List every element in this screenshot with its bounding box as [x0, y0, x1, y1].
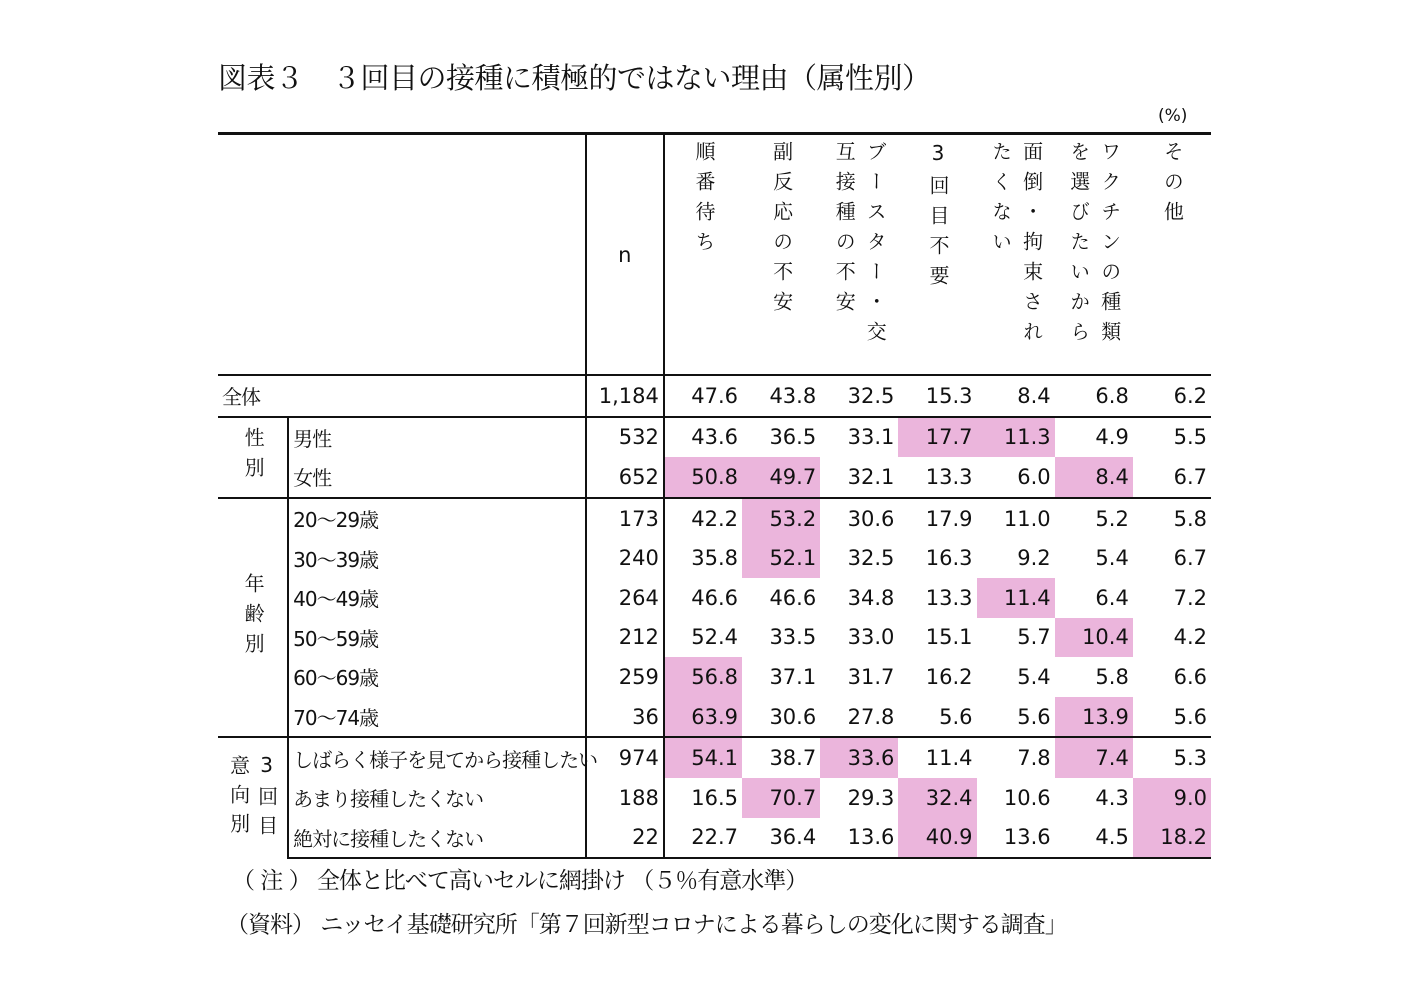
value-cell: 15.1: [925, 625, 973, 650]
sample-size: 212: [586, 618, 664, 658]
row-label: 男性: [288, 417, 586, 458]
table-row: [218, 778, 1211, 818]
value-cell: 13.3: [925, 464, 973, 489]
value-cell: 5.8: [1133, 498, 1211, 539]
column-header-reason: [977, 134, 1055, 376]
table-row: [218, 498, 1211, 539]
column-header-reason: [1133, 134, 1211, 376]
value-cell: 5.4: [1017, 664, 1051, 689]
value-cell: 31.7: [847, 664, 895, 689]
value-cell: 13.3: [925, 585, 973, 610]
value-cell: 5.5: [1133, 417, 1211, 458]
table-row: [218, 417, 1211, 458]
table-row: [218, 578, 1211, 618]
value-cell: 6.2: [1133, 375, 1211, 417]
value-cell: 6.7: [1173, 464, 1207, 489]
value-cell: 33.6: [820, 737, 898, 778]
value-cell: 10.4: [1055, 618, 1133, 658]
row-label: 70～74歳: [293, 706, 379, 731]
value-cell: 17.7: [898, 417, 976, 458]
value-cell: 46.6: [691, 585, 739, 610]
value-cell: 18.2: [1133, 818, 1211, 859]
table-row: [218, 457, 1211, 498]
sample-size: 240: [586, 538, 664, 578]
table-row: [218, 375, 1211, 417]
column-header-label: 面倒・拘束されたくない: [988, 141, 1044, 351]
value-cell: 30.6: [769, 704, 817, 729]
group-label-text: 性別: [241, 427, 266, 488]
value-cell: 5.2: [1055, 498, 1133, 539]
sample-size: 532: [586, 417, 664, 458]
table-row: [218, 818, 1211, 859]
sample-size: 188: [586, 778, 664, 818]
value-cell: 16.3: [925, 546, 973, 571]
column-header-label: 順番待ち: [691, 141, 716, 261]
row-label: あまり接種したくない: [293, 787, 484, 812]
sample-size: 173: [586, 498, 664, 539]
value-cell: 34.8: [847, 585, 895, 610]
value-cell: 56.8: [664, 657, 742, 697]
note-text: （ 注 ） 全体と比べて高いセルに網掛け （５％有意水準）: [232, 868, 808, 894]
value-cell: 33.1: [820, 417, 898, 458]
figure-title: 図表３ ３回目の接種に積極的ではない理由（属性別）: [218, 61, 931, 95]
table-row: [218, 737, 1211, 778]
value-cell: 32.1: [847, 464, 895, 489]
value-cell: 32.5: [820, 375, 898, 417]
value-cell: 46.6: [769, 585, 817, 610]
value-cell: 52.1: [742, 538, 820, 578]
value-cell: 22.7: [664, 818, 742, 859]
row-label: 女性: [293, 466, 332, 491]
value-cell: 43.6: [664, 417, 742, 458]
value-cell: 8.4: [1055, 457, 1133, 498]
row-label: 50～59歳: [293, 626, 379, 651]
value-cell: 13.6: [977, 818, 1055, 859]
data-table: [218, 132, 1211, 859]
value-cell: 36.5: [742, 417, 820, 458]
column-header-reason: [820, 134, 898, 376]
group-label-text: 3回目意向別: [226, 752, 279, 844]
value-cell: 32.5: [847, 546, 895, 571]
corner-cell: [218, 134, 586, 376]
value-cell: 10.6: [1003, 785, 1051, 810]
sample-size: 259: [586, 657, 664, 697]
value-cell: 47.6: [664, 375, 742, 417]
value-cell: 11.0: [977, 498, 1055, 539]
group-label: [218, 498, 288, 738]
value-cell: 11.4: [898, 737, 976, 778]
value-cell: 4.9: [1055, 417, 1133, 458]
table-row: [218, 657, 1211, 697]
table-row: [218, 618, 1211, 658]
value-cell: 6.4: [1095, 585, 1129, 610]
value-cell: 7.8: [977, 737, 1055, 778]
sample-size: 22: [586, 818, 664, 859]
value-cell: 13.6: [820, 818, 898, 859]
row-label: 40～49歳: [293, 587, 379, 612]
column-header-label: 3回目不要: [925, 141, 950, 295]
value-cell: 27.8: [847, 704, 895, 729]
value-cell: 49.7: [742, 457, 820, 498]
value-cell: 4.2: [1173, 625, 1207, 650]
row-label: 20～29歳: [288, 498, 586, 539]
group-label: [218, 417, 288, 498]
value-cell: 5.4: [1095, 546, 1129, 571]
value-cell: 8.4: [977, 375, 1055, 417]
value-cell: 30.6: [820, 498, 898, 539]
value-cell: 16.5: [691, 785, 739, 810]
value-cell: 53.2: [742, 498, 820, 539]
value-cell: 5.6: [1017, 704, 1051, 729]
value-cell: 42.2: [664, 498, 742, 539]
value-cell: 17.9: [898, 498, 976, 539]
value-cell: 5.8: [1095, 664, 1129, 689]
value-cell: 6.7: [1173, 546, 1207, 571]
row-label: 30～39歳: [293, 547, 379, 572]
column-header-reason: [742, 134, 820, 376]
value-cell: 6.0: [1017, 464, 1051, 489]
value-cell: 50.8: [664, 457, 742, 498]
value-cell: 5.7: [1017, 625, 1051, 650]
column-header-reason: [664, 134, 742, 376]
column-header-label: その他: [1160, 141, 1185, 231]
table-row: [218, 697, 1211, 738]
column-header-label: ブースター・交互接種の不安: [832, 141, 888, 351]
value-cell: 6.8: [1055, 375, 1133, 417]
value-cell: 7.4: [1055, 737, 1133, 778]
value-cell: 70.7: [742, 778, 820, 818]
value-cell: 33.0: [847, 625, 895, 650]
value-cell: 38.7: [742, 737, 820, 778]
table-row: [218, 538, 1211, 578]
value-cell: 37.1: [769, 664, 817, 689]
value-cell: 35.8: [691, 546, 739, 571]
column-header-reason: [898, 134, 976, 376]
row-label: しばらく様子を見てから接種したい: [288, 737, 586, 778]
value-cell: 63.9: [664, 697, 742, 738]
value-cell: 7.2: [1173, 585, 1207, 610]
value-cell: 52.4: [691, 625, 739, 650]
group-label-text: 年齢別: [241, 572, 266, 663]
value-cell: 9.0: [1133, 778, 1211, 818]
value-cell: 32.4: [898, 778, 976, 818]
value-cell: 5.6: [939, 704, 973, 729]
value-cell: 33.5: [769, 625, 817, 650]
value-cell: 4.5: [1055, 818, 1133, 859]
value-cell: 54.1: [664, 737, 742, 778]
sample-size: 974: [586, 737, 664, 778]
column-header-label: 副反応の不安: [769, 141, 794, 321]
value-cell: 15.3: [898, 375, 976, 417]
group-label: [218, 737, 288, 858]
sample-size: 652: [586, 457, 664, 498]
value-cell: 29.3: [847, 785, 895, 810]
value-cell: 6.6: [1173, 664, 1207, 689]
value-cell: 36.4: [742, 818, 820, 859]
value-cell: 5.3: [1133, 737, 1211, 778]
value-cell: 11.4: [977, 578, 1055, 618]
column-header-reason: [1055, 134, 1133, 376]
column-header-n: n: [586, 134, 664, 376]
row-label: 60～69歳: [293, 666, 379, 691]
value-cell: 4.3: [1095, 785, 1129, 810]
value-cell: 11.3: [977, 417, 1055, 458]
value-cell: 5.6: [1173, 704, 1207, 729]
row-label: 絶対に接種したくない: [288, 818, 586, 859]
value-cell: 9.2: [1017, 546, 1051, 571]
column-header-label: ワクチンの種類を選びたいから: [1066, 141, 1122, 351]
unit-label: (%): [1158, 106, 1188, 126]
sample-size: 264: [586, 578, 664, 618]
sample-size: 1,184: [586, 375, 664, 417]
value-cell: 43.8: [742, 375, 820, 417]
value-cell: 40.9: [898, 818, 976, 859]
value-cell: 16.2: [925, 664, 973, 689]
source-text: （資料） ニッセイ基礎研究所「第７回新型コロナによる暮らしの変化に関する調査」: [226, 912, 1067, 938]
row-label: 全体: [218, 375, 586, 417]
value-cell: 13.9: [1055, 697, 1133, 738]
sample-size: 36: [586, 697, 664, 738]
